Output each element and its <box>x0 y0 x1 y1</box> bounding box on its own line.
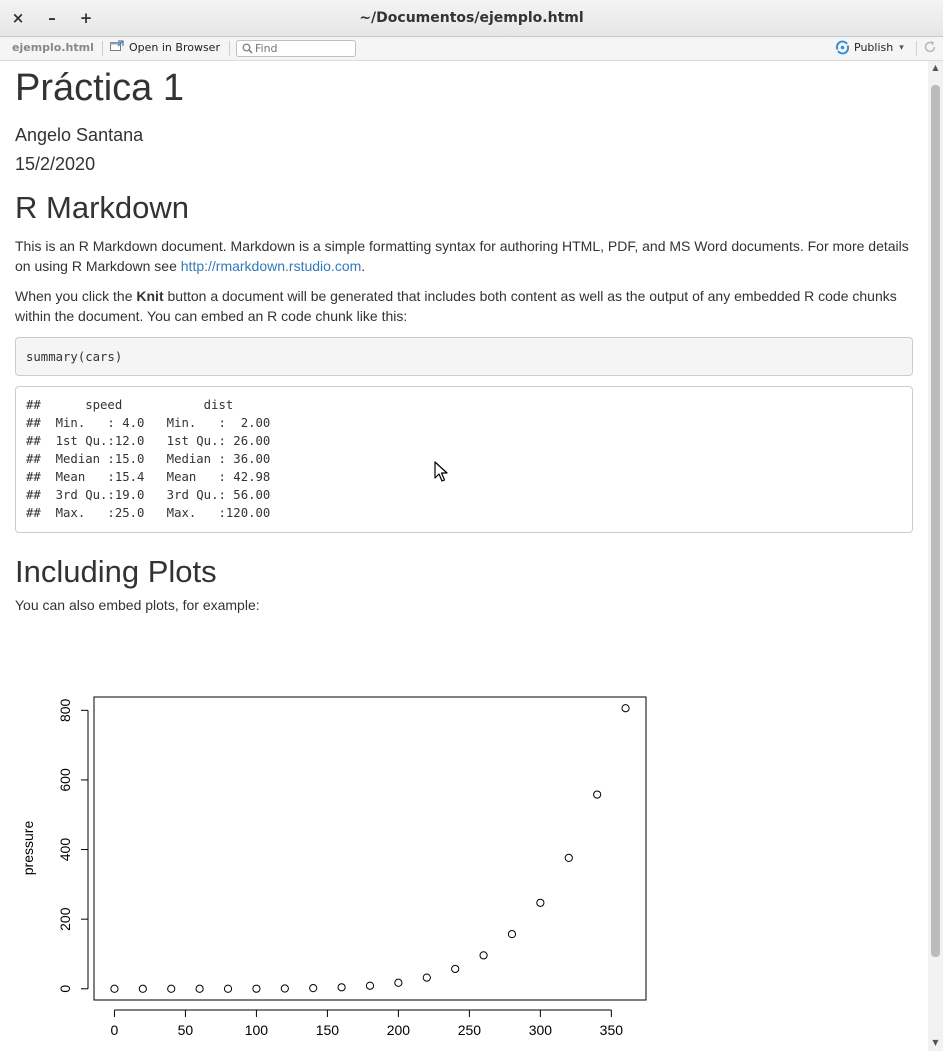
y-tick-label: 200 <box>57 907 73 931</box>
data-point <box>480 952 487 959</box>
minimize-window-button[interactable]: – <box>48 9 56 27</box>
y-tick-label: 600 <box>57 768 73 792</box>
r-output-chunk: ## speed dist ## Min. : 4.0 Min. : 2.00 ## 1st Qu.:12.0 1st Qu.: 26.00 ## Median :15.0 Median : 36.00 ## Mean :15.4 Mean : 42.98 ## 3rd Qu.:19.0 3rd Qu.: 56.00 ## Max. :25.0 Max. :120.00 <box>15 386 913 533</box>
data-point <box>452 965 459 972</box>
section-heading-r-markdown: R Markdown <box>15 190 189 225</box>
knit-emphasis: Knit <box>136 288 164 304</box>
data-point <box>253 985 260 992</box>
data-point <box>139 985 146 992</box>
paragraph-text: . <box>361 258 366 274</box>
x-tick-label: 150 <box>315 1022 340 1038</box>
paragraph-text: button a document will be generated that includes both content as well as the output of any embedded R code chunks within the document. You can embed an R code chunk like this: <box>15 288 897 324</box>
viewer-toolbar <box>0 37 943 61</box>
publish-label: Publish <box>854 41 894 54</box>
scroll-down-arrow-icon[interactable]: ▼ <box>932 1038 939 1047</box>
x-tick-label: 50 <box>177 1022 194 1038</box>
paragraph-text: When you click the <box>15 288 137 304</box>
paragraph-text: This is an R Markdown document. Markdown is a simple formatting syntax for authoring HTML, PDF, and MS Word documents. For more details on using R Markdown see <box>15 238 909 274</box>
data-point <box>338 984 345 991</box>
x-axis <box>111 1010 624 1038</box>
toolbar-divider <box>102 41 103 56</box>
toolbar-divider <box>229 41 230 56</box>
paragraph-knit <box>15 286 913 326</box>
data-point <box>423 974 430 981</box>
data-point <box>395 979 402 986</box>
data-point <box>310 985 317 992</box>
y-axis-label: pressure <box>20 820 36 876</box>
publish-button[interactable] <box>835 40 904 55</box>
document-author: Angelo Santana <box>15 125 144 145</box>
paragraph-plots: You can also embed plots, for example: <box>15 597 260 613</box>
find-input[interactable] <box>253 42 350 55</box>
data-point <box>366 982 373 989</box>
browser-window-icon <box>110 40 124 55</box>
y-tick-label: 0 <box>57 984 73 993</box>
document-title: Práctica 1 <box>15 67 184 109</box>
data-point <box>168 985 175 992</box>
document-date: 15/2/2020 <box>15 154 96 174</box>
vertical-scrollbar[interactable] <box>928 61 943 1051</box>
data-point <box>281 985 288 992</box>
search-icon <box>242 43 253 54</box>
x-tick-label: 300 <box>528 1022 553 1038</box>
data-point <box>565 854 572 861</box>
filename-label: ejemplo.html <box>12 41 94 54</box>
maximize-window-button[interactable]: + <box>79 9 93 27</box>
find-field[interactable] <box>236 40 356 57</box>
data-points <box>111 705 629 993</box>
data-point <box>224 985 231 992</box>
data-point <box>622 705 629 712</box>
x-tick-label: 350 <box>599 1022 624 1038</box>
toolbar-divider <box>916 41 917 56</box>
pressure-scatter-plot <box>0 680 700 1051</box>
plot-frame <box>94 697 646 1000</box>
paragraph-intro <box>15 236 913 276</box>
y-tick-label: 800 <box>57 698 73 723</box>
document-body <box>15 61 913 615</box>
refresh-button[interactable] <box>922 39 938 57</box>
publish-icon <box>835 40 850 55</box>
x-tick-label: 250 <box>457 1022 482 1038</box>
x-tick-label: 0 <box>110 1022 119 1038</box>
r-code-chunk: summary(cars) <box>15 337 913 376</box>
refresh-icon <box>922 45 938 58</box>
y-axis <box>57 698 88 992</box>
y-tick-label: 400 <box>57 837 73 862</box>
chevron-down-icon: ▾ <box>899 42 904 53</box>
data-point <box>111 985 118 992</box>
open-in-browser-button[interactable] <box>110 40 220 55</box>
open-in-browser-label: Open in Browser <box>129 41 220 54</box>
rmarkdown-link[interactable]: http://rmarkdown.rstudio.com <box>180 258 362 274</box>
x-tick-label: 200 <box>386 1022 411 1038</box>
close-window-button[interactable]: × <box>11 9 25 27</box>
data-point <box>196 985 203 992</box>
data-point <box>594 791 601 798</box>
window-titlebar <box>0 0 943 37</box>
data-point <box>537 899 544 906</box>
x-tick-label: 100 <box>244 1022 269 1038</box>
scroll-up-arrow-icon[interactable]: ▲ <box>932 63 939 72</box>
section-heading-including-plots: Including Plots <box>15 554 217 589</box>
data-point <box>508 931 515 938</box>
window-title: ~/Documentos/ejemplo.html <box>359 10 584 26</box>
mouse-cursor-icon <box>434 461 450 483</box>
scrollbar-thumb[interactable] <box>931 85 940 957</box>
